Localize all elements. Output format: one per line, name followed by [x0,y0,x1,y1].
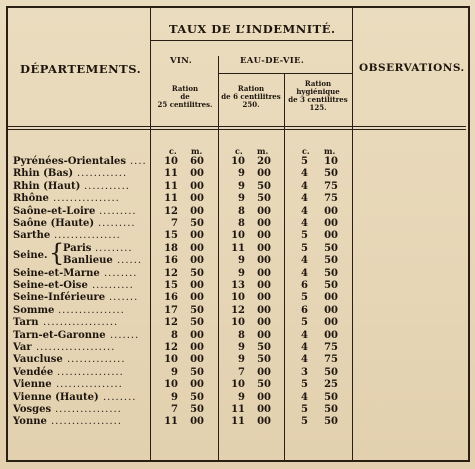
hyg-centimes: 4 [301,205,308,217]
edv-millimes: 00 [257,292,271,304]
vin-centimes: 10 [164,379,178,391]
hyg-centimes: 6 [301,280,308,291]
hyg-centimes: 4 [301,329,308,341]
hyg-centimes: 5 [301,416,308,428]
leader-dots: .................. [43,317,119,329]
edv-millimes: 00 [257,242,271,254]
table-row [8,305,466,317]
vin-millimes: 00 [190,292,204,304]
vin-centimes: 9 [171,366,178,378]
hyg-centimes: 5 [301,230,308,242]
vin-centimes: 10 [164,354,178,366]
hyg-centimes: 3 [301,366,308,378]
edv-centimes: 9 [238,391,245,403]
vin-millimes: 50 [190,317,204,329]
edv-centimes: 8 [238,329,245,341]
departement-name: Paris [63,242,92,254]
vin-millimes: 00 [190,379,204,391]
edv-millimes: 00 [257,205,271,217]
rule-under-taux [150,40,352,41]
departement-name: Vienne (Haute) [13,391,99,403]
departement-name: Vendée [13,366,54,378]
departement-name: Pyrénées-Orientales [13,156,127,167]
vin-centimes: 15 [164,230,178,242]
departement-name: Seine-Inférieure [13,292,106,304]
departement-name: Sarthe [13,230,51,242]
edv-millimes: 00 [257,329,271,341]
edv-centimes: 10 [231,379,245,391]
edv-centimes: 10 [231,230,245,242]
edv-millimes: 00 [257,404,271,415]
vin-centimes: 15 [164,280,178,291]
leader-dots: .......... [92,280,134,291]
departement-name: Var [13,342,32,353]
hyg-millimes: 00 [324,292,338,304]
vin-millimes: 00 [190,193,204,205]
leader-dots: ......... [99,205,137,217]
table-row [8,379,466,391]
hyg-millimes: 50 [324,416,338,428]
edv-centimes: 9 [238,180,245,192]
header-eau-de-vie: EAU-DE-VIE. [240,56,305,66]
leader-dots: ................ [57,366,124,378]
edv-centimes: 11 [231,404,245,415]
hyg-centimes: 6 [301,304,308,316]
header-observations: OBSERVATIONS. [359,62,465,74]
vin-millimes: 00 [190,342,204,353]
table-row [8,292,466,304]
vin-millimes: 00 [190,205,204,217]
departement-name: Seine-et-Marne [13,267,100,279]
vin-centimes: 11 [164,180,178,192]
table-row [8,168,466,180]
hyg-millimes: 50 [324,267,338,279]
vin-millimes: 00 [190,329,204,341]
table-row [8,330,466,342]
hyg-centimes: 5 [301,379,308,391]
edv-millimes: 00 [257,230,271,242]
table-row [8,230,466,242]
hyg-millimes: 75 [324,354,338,366]
edv-millimes: 50 [257,379,271,391]
hyg-millimes: 50 [324,168,338,180]
leader-dots: ....... [110,329,140,341]
hyg-millimes: 50 [324,366,338,378]
edv-millimes: 00 [257,304,271,316]
edv-centimes: 7 [238,366,245,378]
edv-centimes: 9 [238,342,245,353]
leader-dots: ................. [51,416,123,428]
hyg-millimes: 50 [324,255,338,267]
edv-millimes: 00 [257,416,271,428]
table-row [8,156,466,168]
hyg-centimes: 4 [301,218,308,229]
leader-dots: ........ [104,267,138,279]
vin-centimes: 7 [171,404,178,415]
edv-millimes: 50 [257,193,271,205]
edv-centimes: 9 [238,267,245,279]
hyg-millimes: 75 [324,180,338,192]
hyg-millimes: 00 [324,230,338,242]
vin-millimes: 50 [190,304,204,316]
vin-centimes: 12 [164,317,178,329]
hyg-centimes: 4 [301,193,308,205]
table-row [8,404,466,416]
leader-dots: ................ [55,404,122,415]
departement-name: Yonne [13,416,47,428]
hyg-centimes: 4 [301,180,308,192]
leader-dots: ................ [54,230,121,242]
table-row [8,367,466,379]
departement-name: Saône-et-Loire [13,205,96,217]
edv-centimes: 13 [231,280,245,291]
table-row [8,342,466,354]
hyg-millimes: 50 [324,242,338,254]
leader-dots: .... [130,156,147,167]
departement-name: Rhin (Haut) [13,180,81,192]
departement-name: Rhin (Bas) [13,168,74,180]
vin-centimes: 12 [164,267,178,279]
unit-c-vin: c. [169,146,177,156]
leader-dots: ............ [77,168,128,180]
leader-dots: ................ [56,379,123,391]
edv-millimes: 00 [257,168,271,180]
leader-dots: ........... [84,180,130,192]
vin-millimes: 00 [190,354,204,366]
hyg-millimes: 00 [324,205,338,217]
hyg-millimes: 50 [324,280,338,291]
hyg-millimes: 00 [324,329,338,341]
edv-millimes: 00 [257,366,271,378]
edv-centimes: 10 [231,317,245,329]
hyg-centimes: 5 [301,404,308,415]
vin-millimes: 00 [190,180,204,192]
vin-millimes: 00 [190,168,204,180]
ration-hyg-label: Ration hygiénique de 3 centilitres 125. [288,79,348,112]
hyg-centimes: 5 [301,317,308,329]
rule-header-bottom [8,126,466,127]
header-vin: VIN. [170,56,192,66]
vin-millimes: 50 [190,366,204,378]
edv-millimes: 00 [257,391,271,403]
leader-dots: ........ [103,391,137,403]
hyg-millimes: 25 [324,379,338,391]
hyg-millimes: 10 [324,156,338,167]
leader-dots: .............. [67,354,126,366]
hyg-centimes: 4 [301,354,308,366]
departement-name: Vosges [13,404,52,415]
hyg-millimes: 75 [324,342,338,353]
table-row [8,181,466,193]
vin-millimes: 00 [190,255,204,267]
edv-millimes: 00 [257,280,271,291]
departement-name: Vaucluse [13,354,63,366]
vin-centimes: 17 [164,304,178,316]
edv-centimes: 10 [231,292,245,304]
edv-centimes: 8 [238,205,245,217]
seine-label: Seine. [13,250,48,261]
seine-brace: { [49,239,65,267]
edv-centimes: 9 [238,168,245,180]
unit-m-hyg: m. [324,146,336,156]
leader-dots: ...... [117,255,143,267]
edv-centimes: 12 [231,304,245,316]
hyg-centimes: 4 [301,342,308,353]
vin-centimes: 10 [164,156,178,167]
edv-centimes: 9 [238,193,245,205]
vin-millimes: 00 [190,242,204,254]
edv-millimes: 20 [257,156,271,167]
leader-dots: ......... [95,242,133,254]
vin-centimes: 12 [164,342,178,353]
vin-millimes: 60 [190,156,204,167]
table-row [8,218,466,230]
leader-dots: ................... [36,342,116,353]
table-row [8,416,466,428]
hyg-millimes: 00 [324,218,338,229]
leader-dots: ....... [109,292,139,304]
leader-dots: ................ [58,304,125,316]
hyg-centimes: 4 [301,391,308,403]
unit-m-edv: m. [257,146,269,156]
table-row [8,193,466,205]
table-row [8,206,466,218]
departement-name: Banlieue [63,255,113,267]
table-row [8,354,466,366]
unit-c-hyg: c. [302,146,310,156]
edv-millimes: 50 [257,354,271,366]
vin-centimes: 9 [171,391,178,403]
hyg-centimes: 4 [301,267,308,279]
hyg-millimes: 50 [324,404,338,415]
edv-centimes: 11 [231,416,245,428]
leader-dots: ......... [98,218,136,229]
vin-centimes: 11 [164,416,178,428]
unit-c-edv: c. [235,146,243,156]
table-row [8,392,466,404]
vin-centimes: 18 [164,242,178,254]
rule-header-bottom-2 [8,129,466,130]
departement-name: Tarn [13,317,39,329]
hyg-millimes: 75 [324,193,338,205]
vin-centimes: 8 [171,329,178,341]
vin-millimes: 00 [190,280,204,291]
vin-millimes: 00 [190,230,204,242]
hyg-millimes: 50 [324,391,338,403]
leader-dots: ................ [53,193,120,205]
vin-centimes: 16 [164,255,178,267]
ration-edv-label: Ration de 6 centilitres 250. [221,84,281,109]
hyg-centimes: 5 [301,292,308,304]
vin-centimes: 7 [171,218,178,229]
table-row [8,280,466,292]
hyg-millimes: 00 [324,304,338,316]
edv-centimes: 11 [231,242,245,254]
departement-name: Somme [13,304,55,316]
vin-centimes: 11 [164,193,178,205]
edv-millimes: 50 [257,180,271,192]
departement-name: Tarn-et-Garonne [13,329,106,341]
edv-millimes: 00 [257,218,271,229]
vin-millimes: 00 [190,416,204,428]
vin-millimes: 50 [190,267,204,279]
table-row [8,255,466,267]
edv-millimes: 00 [257,267,271,279]
header-departements: DÉPARTEMENTS. [20,62,142,76]
hyg-millimes: 00 [324,317,338,329]
rule-under-eau-de-vie [218,73,352,74]
departement-name: Seine-et-Oise [13,280,88,291]
departement-name: Rhône [13,193,49,205]
edv-millimes: 00 [257,255,271,267]
table-row [8,268,466,280]
vin-centimes: 12 [164,205,178,217]
edv-centimes: 9 [238,354,245,366]
vin-millimes: 50 [190,391,204,403]
vin-centimes: 11 [164,168,178,180]
vin-millimes: 50 [190,218,204,229]
hyg-centimes: 5 [301,242,308,254]
unit-m-vin: m. [191,146,203,156]
edv-centimes: 10 [231,156,245,167]
hyg-centimes: 4 [301,255,308,267]
vin-centimes: 16 [164,292,178,304]
hyg-centimes: 5 [301,156,308,167]
departement-name: Saône (Haute) [13,218,95,229]
departement-name: Vienne [13,379,52,391]
hyg-centimes: 4 [301,168,308,180]
vin-millimes: 50 [190,404,204,415]
edv-millimes: 50 [257,342,271,353]
ration-vin-label: Ration de 25 centilitres. [157,84,213,109]
table-row [8,317,466,329]
edv-centimes: 9 [238,255,245,267]
header-taux: TAUX DE L’INDEMNITÉ. [169,22,336,36]
table-row [8,243,466,255]
edv-centimes: 8 [238,218,245,229]
edv-millimes: 00 [257,317,271,329]
